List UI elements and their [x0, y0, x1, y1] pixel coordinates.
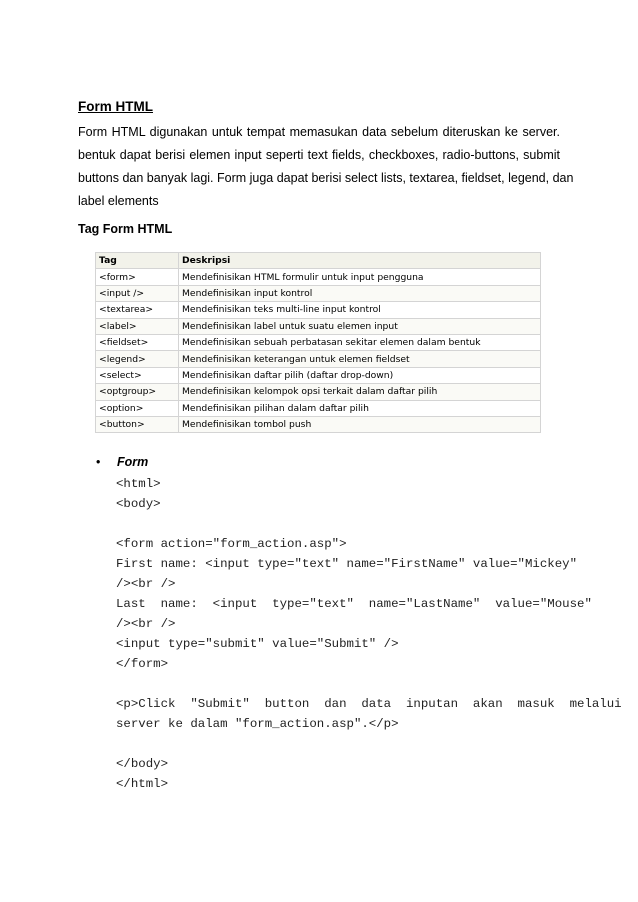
paragraph-line: Form HTML digunakan untuk tempat memasukan data sebelum diteruskan ke server. — [78, 125, 560, 139]
table-row — [96, 400, 541, 416]
code-line — [116, 734, 561, 754]
description-cell: Mendefinisikan tombol push — [179, 416, 541, 432]
code-line: <input type="submit" value="Submit" /> — [116, 637, 399, 651]
code-line: /><br /> — [116, 617, 176, 631]
intro-paragraph — [78, 121, 574, 213]
tag-cell: <option> — [96, 400, 179, 416]
code-line: <form action="form_action.asp"> — [116, 537, 347, 551]
table-row — [96, 384, 541, 400]
code-line: <p>Click "Submit" button dan data inputan akan masuk melalui — [116, 697, 622, 711]
description-cell: Mendefinisikan sebuah perbatasan sekitar elemen dalam bentuk — [179, 334, 541, 350]
tag-cell: <textarea> — [96, 302, 179, 318]
tag-cell: <select> — [96, 367, 179, 383]
tag-cell: <label> — [96, 318, 179, 334]
paragraph-line: buttons dan banyak lagi. Form juga dapat berisi select lists, textarea, fieldset, legend, dan — [78, 171, 574, 185]
description-cell: Mendefinisikan label untuk suatu elemen input — [179, 318, 541, 334]
code-line: <body> — [116, 497, 161, 511]
table-row — [96, 367, 541, 383]
section-subtitle: Tag Form HTML — [78, 222, 173, 236]
tag-cell: <legend> — [96, 351, 179, 367]
code-line: /><br /> — [116, 577, 176, 591]
code-line — [116, 514, 561, 534]
table-row — [96, 285, 541, 301]
column-header-description: Deskripsi — [179, 253, 541, 269]
description-cell: Mendefinisikan keterangan untuk elemen fieldset — [179, 351, 541, 367]
description-cell: Mendefinisikan pilihan dalam daftar pilih — [179, 400, 541, 416]
table-row — [96, 302, 541, 318]
document-title: Form HTML — [78, 99, 153, 114]
code-line: server ke dalam "form_action.asp".</p> — [116, 717, 399, 731]
description-cell: Mendefinisikan teks multi-line input kontrol — [179, 302, 541, 318]
code-line: </body> — [116, 757, 169, 771]
table-row — [96, 318, 541, 334]
bullet-dot-icon: • — [96, 455, 101, 469]
table-row — [96, 334, 541, 350]
column-header-tag: Tag — [96, 253, 179, 269]
code-line: Last name: <input type="text" name="LastName" value="Mouse" — [116, 597, 592, 611]
paragraph-line: bentuk dapat berisi elemen input seperti text fields, checkboxes, radio-buttons, submit — [78, 148, 560, 162]
description-cell: Mendefinisikan HTML formulir untuk input pengguna — [179, 269, 541, 285]
description-cell: Mendefinisikan daftar pilih (daftar drop-down) — [179, 367, 541, 383]
bullet-label: Form — [117, 455, 149, 469]
tag-table — [95, 252, 541, 433]
tag-cell: <input /> — [96, 285, 179, 301]
tag-cell: <button> — [96, 416, 179, 432]
code-line — [116, 674, 561, 694]
tag-cell: <form> — [96, 269, 179, 285]
table-row — [96, 416, 541, 432]
code-line: </form> — [116, 657, 169, 671]
code-line: First name: <input type="text" name="FirstName" value="Mickey" — [116, 557, 578, 571]
code-line: <html> — [116, 477, 161, 491]
code-block — [116, 474, 622, 794]
tag-cell: <fieldset> — [96, 334, 179, 350]
description-cell: Mendefinisikan input kontrol — [179, 285, 541, 301]
table-header-row — [96, 253, 541, 269]
paragraph-line: label elements — [78, 194, 159, 208]
table-row — [96, 351, 541, 367]
tag-cell: <optgroup> — [96, 384, 179, 400]
table-row — [96, 269, 541, 285]
code-line: </html> — [116, 777, 169, 791]
description-cell: Mendefinisikan kelompok opsi terkait dalam daftar pilih — [179, 384, 541, 400]
